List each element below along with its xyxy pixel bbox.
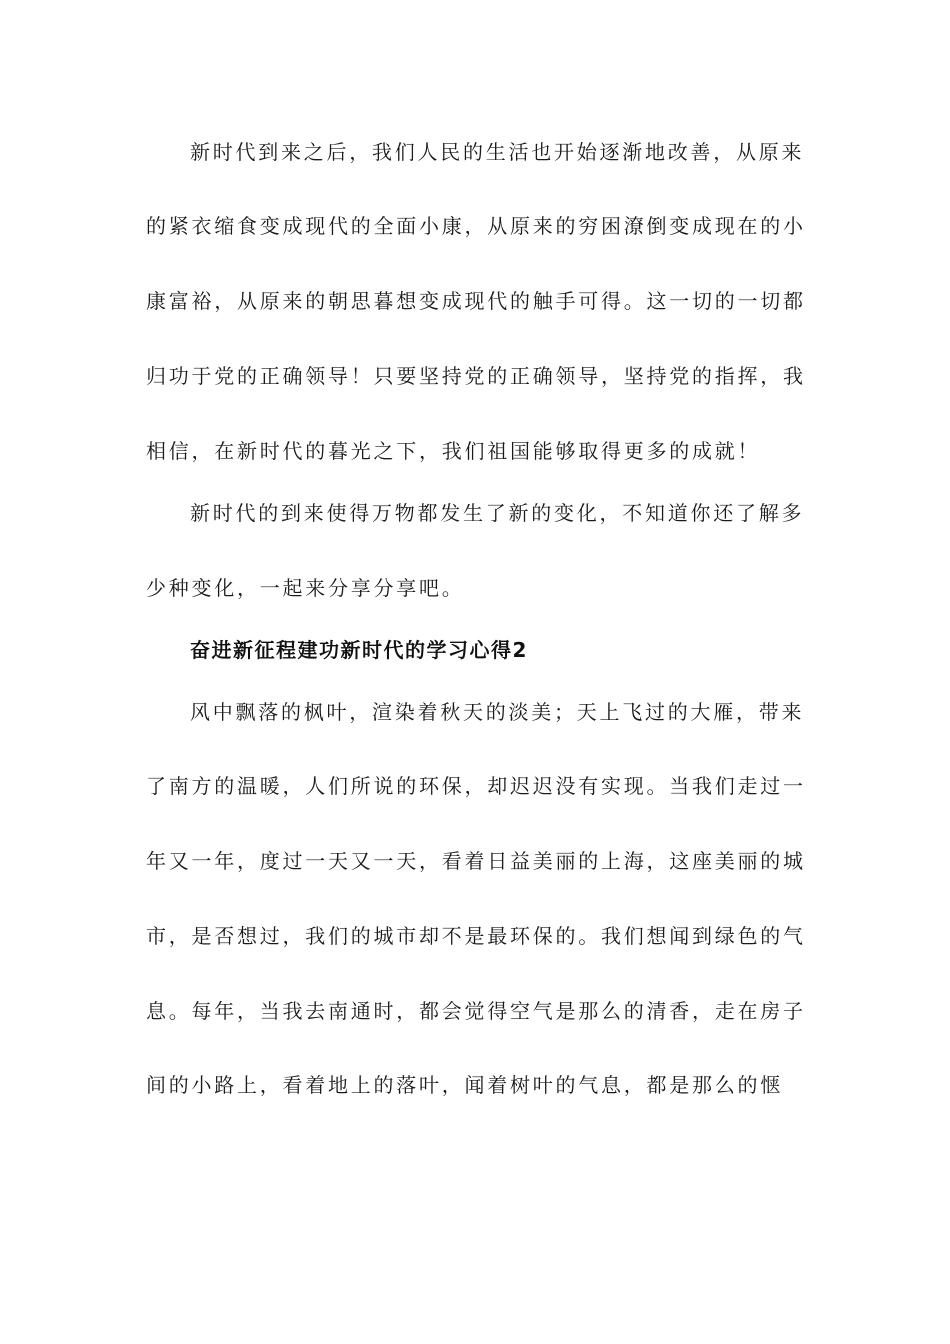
paragraph-3-line-5: 息。每年，当我去南通时，都会觉得空气是那么的清香，走在房子 [146,999,806,1023]
section-heading: 奋进新征程建功新时代的学习心得2 [190,638,528,662]
paragraph-1-line-5: 相信，在新时代的暮光之下，我们祖国能够取得更多的成就！ [146,439,761,463]
paragraph-1-line-3: 康富裕，从原来的朝思暮想变成现代的触手可得。这一切的一切都 [146,289,806,313]
paragraph-3-line-4: 市，是否想过，我们的城市却不是最环保的。我们想闻到绿色的气 [146,924,806,948]
paragraph-1-line-2: 的紧衣缩食变成现代的全面小康，从原来的穷困潦倒变成现在的小 [146,214,806,238]
paragraph-3-line-1: 风中飘落的枫叶，渲染着秋天的淡美；天上飞过的大雁，带来 [190,700,805,724]
paragraph-3-line-3: 年又一年，度过一天又一天，看着日益美丽的上海，这座美丽的城 [146,849,806,873]
paragraph-1-line-1: 新时代到来之后，我们人民的生活也开始逐渐地改善，从原来 [190,140,805,164]
paragraph-2-line-1: 新时代的到来使得万物都发生了新的变化，不知道你还了解多 [190,501,805,525]
paragraph-3-line-6: 间的小路上，看着地上的落叶，闻着树叶的气息，都是那么的惬 [146,1073,783,1097]
paragraph-1-line-4: 归功于党的正确领导！只要坚持党的正确领导，坚持党的指挥，我 [146,364,806,388]
paragraph-2-line-2: 少种变化，一起来分享分享吧。 [146,576,465,600]
paragraph-3-line-2: 了南方的温暖，人们所说的环保，却迟迟没有实现。当我们走过一 [146,774,806,798]
